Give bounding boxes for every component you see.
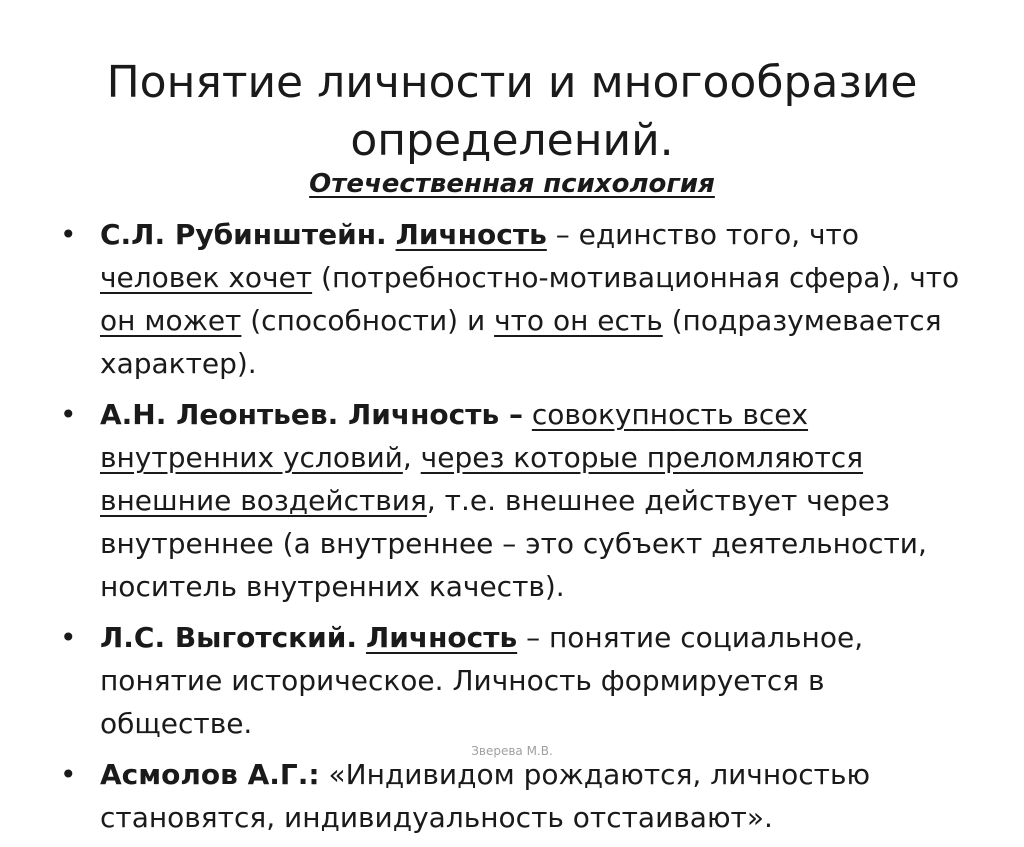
- list-item-rubinstein: [60, 213, 972, 385]
- slide-subtitle: Отечественная психология: [309, 169, 715, 199]
- bullet-icon: •: [60, 758, 77, 791]
- definition-text: – единство того, что: [546, 218, 859, 251]
- bullet-icon: •: [60, 218, 77, 251]
- list-item-vygotsky: [60, 616, 972, 745]
- definition-highlight: что он есть: [494, 304, 663, 337]
- definition-text: , т.е. внешнее действует через внутреннее (а внутреннее – это субъект деятельности, носитель внутренних качеств).: [100, 484, 927, 603]
- definition-highlight: он может: [100, 304, 242, 337]
- definition-highlight: через которые преломляются внешние воздействия: [100, 441, 864, 517]
- definition-highlight: совокупность всех внутренних условий: [100, 398, 809, 474]
- definition-text: ,: [402, 441, 421, 474]
- list-item-leontiev: [60, 393, 972, 608]
- definition-text: (подразумевается характер).: [100, 304, 942, 380]
- slide-title: Понятие личности и многообразие определений.: [106, 57, 918, 167]
- term-personality: Личность: [365, 621, 518, 654]
- bullet-icon: •: [60, 621, 77, 654]
- term-personality: Личность: [395, 218, 547, 251]
- definition-text: – понятие социальное, понятие историческое. Личность формируется в обществе.: [100, 621, 864, 740]
- bullet-icon: •: [60, 398, 77, 431]
- definition-highlight: человек хочет: [100, 261, 313, 294]
- list-item-asmolov: [60, 753, 972, 839]
- definition-text: (способности) и: [241, 304, 495, 337]
- author-name: А.Н. Леонтьев. Личность –: [100, 398, 523, 431]
- definition-text: «Индивидом рождаются, личностью становятся, индивидуальность отстаивают».: [100, 758, 871, 834]
- author-name: С.Л. Рубинштейн.: [100, 218, 387, 251]
- slide-footer: Зверева М.В.: [471, 744, 553, 758]
- definition-text: (потребностно-мотивационная сфера), что: [312, 261, 960, 294]
- author-name: Асмолов А.Г.:: [100, 758, 320, 791]
- author-name: Л.С. Выготский.: [100, 621, 358, 654]
